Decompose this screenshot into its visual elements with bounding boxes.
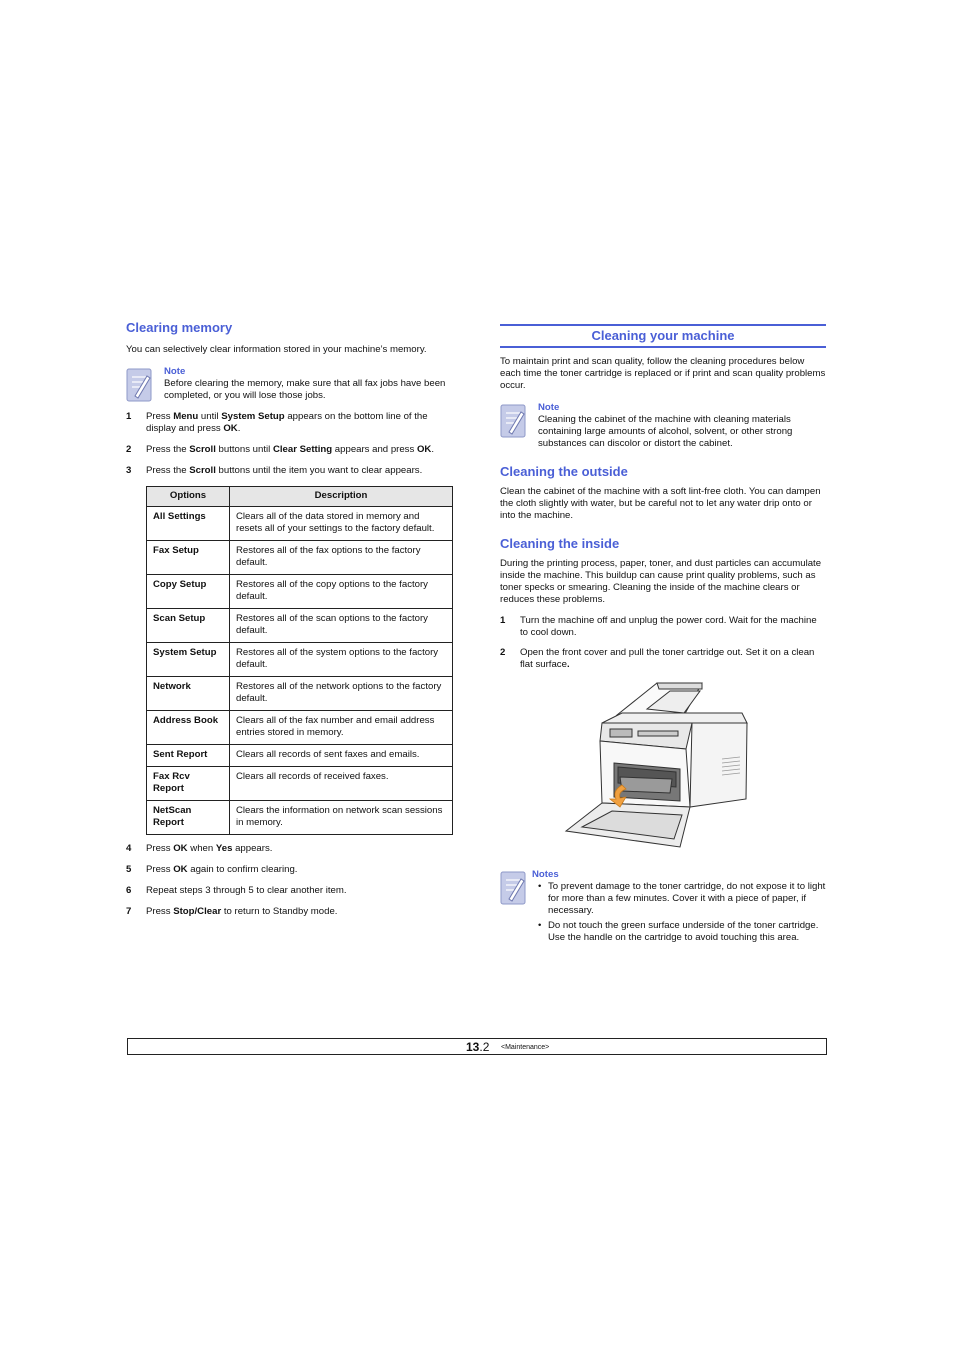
cabinet-note [500, 402, 826, 450]
step-text: appears on the bottom line of the display and press [146, 411, 428, 434]
option-name-cell: Fax Rcv Report [147, 767, 230, 801]
printer-front-cover-open-illustration [562, 679, 748, 859]
steps-list-b [126, 843, 454, 918]
step-text: appears. [232, 843, 273, 854]
step-number: 6 [126, 885, 132, 896]
option-name-cell: Sent Report [147, 745, 230, 767]
printer-illustration [562, 679, 748, 859]
step-text: . [431, 444, 435, 455]
clearing-memory-heading: Clearing memory [126, 320, 233, 335]
note-pencil-icon [500, 404, 526, 438]
step-keyword: System Setup [221, 411, 285, 422]
list-item-text: To prevent damage to the toner cartridge, do not expose it to light for more than a few minutes. Cover it with a piece of paper, if necessary. [548, 881, 826, 916]
step-text: until [198, 411, 222, 422]
table-row [147, 643, 453, 677]
step-text: again to confirm clearing. [187, 864, 298, 875]
option-name-cell: System Setup [147, 643, 230, 677]
option-description-cell: Clears all of the fax number and email address entries stored in memory. [230, 711, 453, 745]
step-text: Repeat steps 3 through 5 to clear another item. [146, 885, 347, 896]
table-row [147, 507, 453, 541]
step-keyword: Stop/Clear [173, 906, 222, 917]
table-row [147, 801, 453, 835]
step-keyword: OK [173, 864, 188, 875]
option-description-cell: Restores all of the scan options to the factory default. [230, 609, 453, 643]
step-text: Press [146, 843, 174, 854]
step-item [500, 615, 826, 639]
step-text: Press the [146, 465, 190, 476]
step-item [500, 647, 826, 671]
options-table [146, 486, 453, 835]
option-name-cell: Network [147, 677, 230, 711]
step-keyword: Yes [215, 843, 233, 854]
option-description-cell: Clears all of the data stored in memory and resets all of your settings to the factory default. [230, 507, 453, 541]
notes-title: Notes [532, 869, 559, 880]
option-description-cell: Restores all of the copy options to the factory default. [230, 575, 453, 609]
option-description-cell: Clears all records of sent faxes and emails. [230, 745, 453, 767]
step-number: 5 [126, 864, 132, 875]
step-item [126, 906, 454, 918]
step-text: Press the [146, 444, 190, 455]
step-keyword: . [566, 659, 570, 670]
steps-list-a [126, 411, 454, 477]
list-item-text: Do not touch the green surface underside of the toner cartridge. Use the handle on the cartridge to avoid touching this area. [548, 920, 819, 943]
cleaning-outside-heading: Cleaning the outside [500, 464, 628, 479]
option-name-cell: Copy Setup [147, 575, 230, 609]
step-keyword: OK [416, 444, 432, 455]
list-item [538, 881, 826, 917]
option-name-cell: All Settings [147, 507, 230, 541]
note-text: Cleaning the cabinet of the machine with cleaning materials containing large amounts of alcohol, solvent, or other strong substances can discolor or distort the cabinet. [538, 414, 793, 449]
description-column-header: Description [230, 487, 453, 507]
notes-block [500, 869, 826, 944]
step-text: appears and press [332, 444, 417, 455]
step-keyword: Clear Setting [272, 444, 333, 455]
note-title: Note [538, 402, 560, 413]
step-item [126, 444, 454, 456]
note-title: Note [164, 366, 186, 377]
step-text: . [237, 423, 241, 434]
step-text: buttons until the item you want to clear appears. [215, 465, 423, 476]
note-text: Before clearing the memory, make sure that all fax jobs have been completed, or you will lose those jobs. [164, 378, 446, 401]
note-pencil-icon [500, 871, 526, 905]
step-item [126, 465, 454, 477]
cleaning-inside-heading: Cleaning the inside [500, 536, 620, 551]
step-item [126, 864, 454, 876]
table-row [147, 767, 453, 801]
chapter-label: <Maintenance> [501, 1044, 550, 1051]
right-column [500, 324, 826, 947]
step-text: when [187, 843, 216, 854]
table-row [147, 677, 453, 711]
option-description-cell: Restores all of the fax options to the factory default. [230, 541, 453, 575]
step-number: 2 [126, 444, 132, 455]
option-description-cell: Clears the information on network scan sessions in memory. [230, 801, 453, 835]
option-description-cell: Restores all of the network options to the factory default. [230, 677, 453, 711]
option-name-cell: Scan Setup [147, 609, 230, 643]
option-name-cell: Address Book [147, 711, 230, 745]
option-name-cell: Fax Setup [147, 541, 230, 575]
table-header-row [147, 487, 453, 507]
step-text: Turn the machine off and unplug the power cord. Wait for the machine to cool down. [520, 615, 817, 638]
table-row [147, 541, 453, 575]
notes-list [538, 881, 826, 944]
table-row [147, 711, 453, 745]
cleaning-inside-text: During the printing process, paper, toner, and dust particles can accumulate inside the machine. This buildup can cause print quality problems, such as toner specks or smearing. Cleaning the inside of the machine clears or reduces these problems. [500, 558, 822, 605]
page-number: 13.2 [466, 1040, 490, 1054]
option-name-cell: NetScan Report [147, 801, 230, 835]
step-item [126, 411, 454, 435]
step-text: to return to Standby mode. [221, 906, 338, 917]
table-row [147, 575, 453, 609]
step-text: Open the front cover and pull the toner cartridge out. Set it on a clean flat surface [520, 647, 815, 670]
step-number: 2 [500, 647, 506, 658]
cleaning-machine-title: Cleaning your machine [500, 324, 826, 348]
options-column-header: Options [147, 487, 230, 507]
step-number: 4 [126, 843, 132, 854]
step-keyword: OK [223, 423, 238, 434]
table-row [147, 609, 453, 643]
cleaning-outside-text: Clean the cabinet of the machine with a soft lint-free cloth. You can dampen the cloth slightly with water, but be careful not to let any water drip onto or into the machine. [500, 486, 821, 521]
bullet-icon: • [538, 881, 542, 892]
table-row [147, 745, 453, 767]
step-item [126, 885, 454, 897]
step-text: Press [146, 864, 174, 875]
steps-list-right [500, 615, 826, 671]
cleaning-intro: To maintain print and scan quality, follow the cleaning procedures below each time the toner cartridge is replaced or if print and scan quality problems occur. [500, 356, 826, 391]
option-description-cell: Restores all of the system options to the factory default. [230, 643, 453, 677]
step-keyword: OK [173, 843, 188, 854]
option-description-cell: Clears all records of received faxes. [230, 767, 453, 801]
note-pencil-icon [126, 368, 152, 402]
options-table-wrap [126, 486, 454, 835]
step-number: 1 [500, 615, 506, 626]
left-column [126, 320, 454, 927]
step-number: 1 [126, 411, 132, 422]
step-text: buttons until [215, 444, 273, 455]
bullet-icon: • [538, 920, 542, 931]
step-keyword: Menu [173, 411, 199, 422]
list-item [538, 920, 826, 944]
page-footer [127, 1038, 827, 1055]
memory-note [126, 366, 454, 402]
clearing-memory-intro: You can selectively clear information stored in your machine’s memory. [126, 344, 427, 355]
step-keyword: Scroll [189, 444, 216, 455]
step-number: 7 [126, 906, 132, 917]
step-keyword: Scroll [189, 465, 216, 476]
step-text: Press [146, 906, 174, 917]
step-item [126, 843, 454, 855]
step-number: 3 [126, 465, 132, 476]
step-text: Press [146, 411, 174, 422]
